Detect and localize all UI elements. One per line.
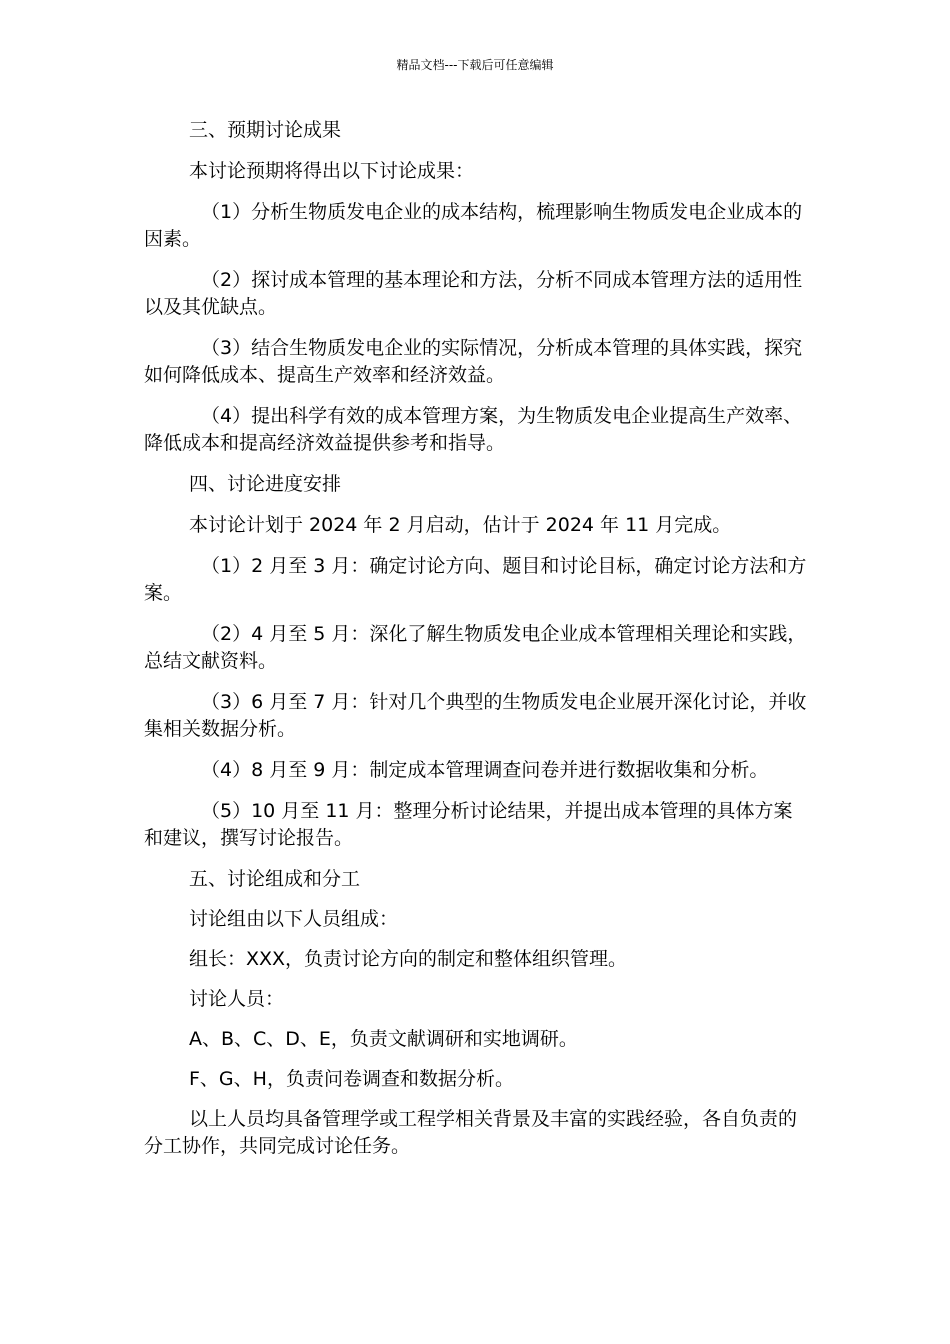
expected-result-item: （1）分析生物质发电企业的成本结构，梳理影响生物质发电企业成本的因素。	[144, 201, 803, 250]
expected-result-item: （2）探讨成本管理的基本理论和方法，分析不同成本管理方法的适用性以及其优缺点。	[144, 269, 803, 318]
schedule-item: （4）8 月至 9 月：制定成本管理调查问卷并进行数据收集和分析。	[201, 759, 769, 781]
schedule-item: （3）6 月至 7 月：针对几个典型的生物质发电企业展开深化讨论，并收集相关数据分析。	[144, 691, 807, 740]
section-heading-team: 五、讨论组成和分工	[189, 868, 361, 890]
team-member-group: F、G、H，负责问卷调查和数据分析。	[189, 1068, 514, 1090]
team-member-group: A、B、C、D、E，负责文献调研和实地调研。	[189, 1028, 578, 1050]
team-closing: 以上人员均具备管理学或工程学相关背景及丰富的实践经验，各自负责的分工协作，共同完成讨论任务。	[144, 1108, 798, 1157]
schedule-item: （1）2 月至 3 月：确定讨论方向、题目和讨论目标，确定讨论方法和方案。	[144, 555, 807, 604]
team-members-label: 讨论人员：	[189, 988, 285, 1010]
team-leader: 组长：XXX，负责讨论方向的制定和整体组织管理。	[189, 948, 628, 970]
team-intro: 讨论组由以下人员组成：	[189, 908, 399, 930]
page-header: 精品文档---下载后可任意编辑	[396, 58, 554, 72]
section-heading-schedule: 四、讨论进度安排	[189, 473, 342, 495]
schedule-item: （5）10 月至 11 月：整理分析讨论结果，并提出成本管理的具体方案和建议，撰写讨论报告。	[144, 800, 793, 849]
expected-result-item: （3）结合生物质发电企业的实际情况，分析成本管理的具体实践，探究如何降低成本、提高生产效率和经济效益。	[144, 337, 803, 386]
document-body	[144, 117, 808, 1174]
section-heading-expected-results: 三、预期讨论成果	[189, 119, 342, 141]
expected-result-item: （4）提出科学有效的成本管理方案，为生物质发电企业提高生产效率、降低成本和提高经济效益提供参考和指导。	[144, 405, 803, 454]
schedule-intro: 本讨论计划于 2024 年 2 月启动，估计于 2024 年 11 月完成。	[189, 514, 732, 536]
schedule-item: （2）4 月至 5 月：深化了解生物质发电企业成本管理相关理论和实践，总结文献资料。	[144, 623, 807, 672]
expected-results-intro: 本讨论预期将得出以下讨论成果：	[189, 160, 475, 182]
